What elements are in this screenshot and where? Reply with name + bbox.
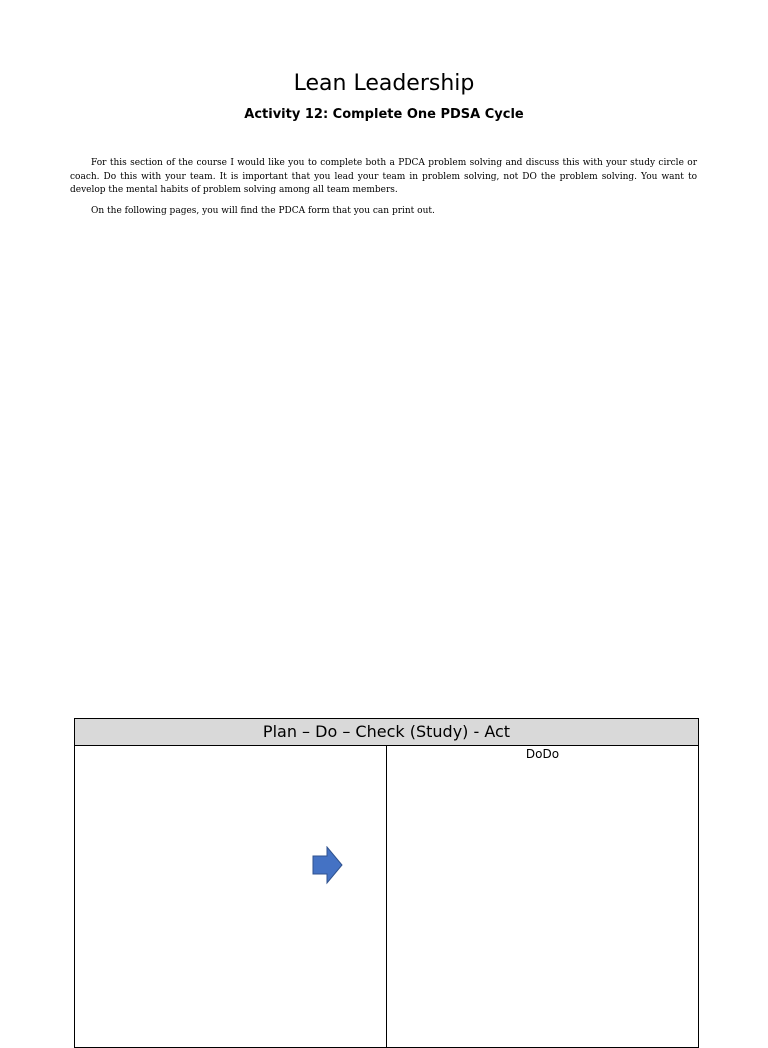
- plan-cell: [75, 746, 387, 1047]
- pdca-form-header: Plan – Do – Check (Study) - Act: [75, 719, 698, 746]
- right-arrow-icon: [312, 846, 344, 886]
- form-note-paragraph: On the following pages, you will find the PDCA form that you can print out.: [91, 206, 435, 216]
- do-cell: [387, 746, 698, 1047]
- pdca-form-table: [74, 718, 699, 1048]
- intro-paragraph: For this section of the course I would like you to complete both a PDCA problem solving and discuss this with your study circle or coach. Do this with your team. It is important that you lead your team in problem solving, not DO the problem solving. You want to develop the mental habits of problem solving among all team members.: [70, 158, 697, 196]
- activity-subtitle: Activity 12: Complete One PDSA Cycle: [244, 107, 524, 122]
- page-title: Lean Leadership: [293, 71, 475, 96]
- do-cell-label: DoDo: [525, 747, 560, 761]
